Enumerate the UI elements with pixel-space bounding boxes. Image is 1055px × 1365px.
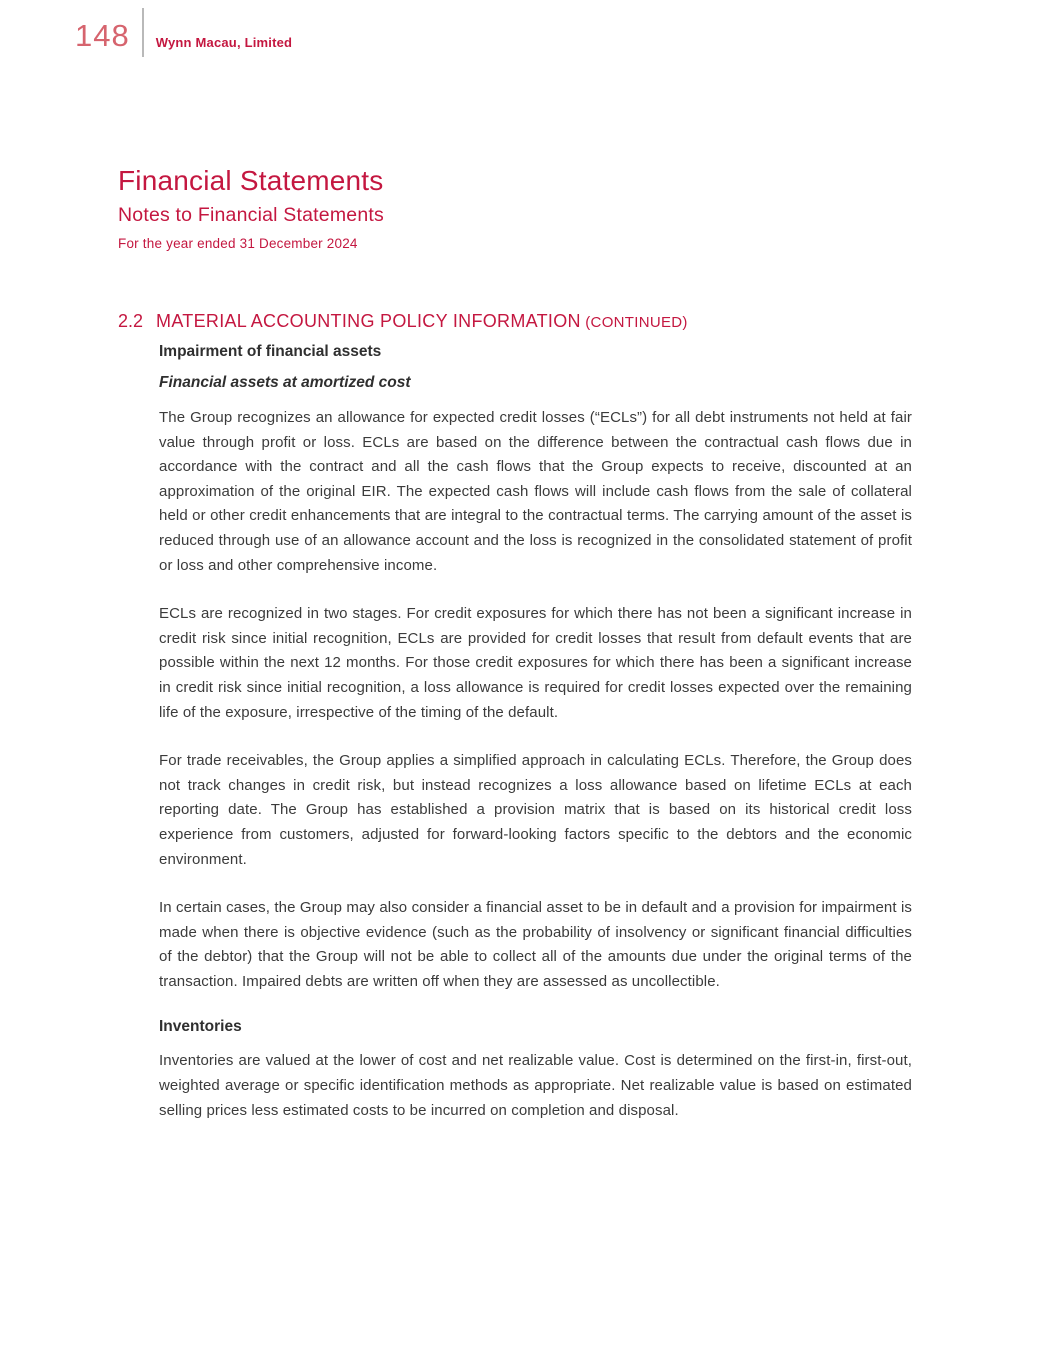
page-header bbox=[75, 8, 292, 57]
section-number: 2.2 bbox=[118, 311, 144, 331]
page-subtitle: Notes to Financial Statements bbox=[118, 203, 384, 226]
inventories-paragraph-1: Inventories are valued at the lower of cost and net realizable value. Cost is determined on the first-in, first-out, weighted average or specific identification methods as appropriate. Net realizable value is based on estimated selling prices less estimated costs to be incurred on completion and disposal. bbox=[159, 1052, 912, 1119]
inventories-heading: Inventories bbox=[159, 1018, 242, 1036]
report-period: For the year ended 31 December 2024 bbox=[118, 235, 358, 251]
impairment-heading: Impairment of financial assets bbox=[159, 343, 382, 360]
section-content bbox=[159, 343, 912, 1123]
page-title: Financial Statements bbox=[118, 165, 384, 196]
company-name: Wynn Macau, Limited bbox=[155, 35, 293, 50]
title-block bbox=[118, 166, 384, 251]
section-heading bbox=[118, 311, 688, 332]
amortized-cost-subheading: Financial assets at amortized cost bbox=[159, 374, 411, 391]
impairment-paragraph-1: The Group recognizes an allowance for expected credit losses (“ECLs”) for all debt instruments not held at fair value through profit or loss. ECLs are based on the difference between the contractual cash flows due in accordance with the contract and all the cash flows that the Group expects to receive, discounted at an approximation of the original EIR. The expected cash flows will include cash flows from the sale of collateral held or other credit enhancements that are integral to the contractual terms. The carrying amount of the asset is reduced through use of an allowance account and the loss is recognized in the consolidated statement of profit or loss and other comprehensive income. bbox=[159, 409, 912, 574]
section-title: MATERIAL ACCOUNTING POLICY INFORMATION bbox=[156, 311, 581, 331]
impairment-paragraph-4: In certain cases, the Group may also consider a financial asset to be in default and a provision for impairment is made when there is objective evidence (such as the probability of insolvency or significant financial difficulties of the debtor) that the Group will not be able to collect all of the amounts due under the original terms of the transaction. Impaired debts are written off when they are assessed as uncollectible. bbox=[159, 899, 912, 990]
page-number: 148 bbox=[75, 18, 130, 53]
impairment-paragraph-2: ECLs are recognized in two stages. For credit exposures for which there has not been a significant increase in credit risk since initial recognition, ECLs are provided for credit losses that result from default events that are possible within the next 12 months. For those credit exposures for which there has been a significant increase in credit risk since initial recognition, a loss allowance is required for credit losses expected over the remaining life of the exposure, irrespective of the timing of the default. bbox=[159, 605, 912, 721]
impairment-paragraph-3: For trade receivables, the Group applies a simplified approach in calculating ECLs. Therefore, the Group does not track changes in credit risk, but instead recognizes a loss allowance based on lifetime ECLs at each reporting date. The Group has established a provision matrix that is based on its historical credit loss experience from customers, adjusted for forward-looking factors specific to the debtors and the economic environment. bbox=[159, 752, 912, 868]
section-continued-label: (CONTINUED) bbox=[585, 314, 688, 331]
header-divider bbox=[142, 8, 144, 57]
